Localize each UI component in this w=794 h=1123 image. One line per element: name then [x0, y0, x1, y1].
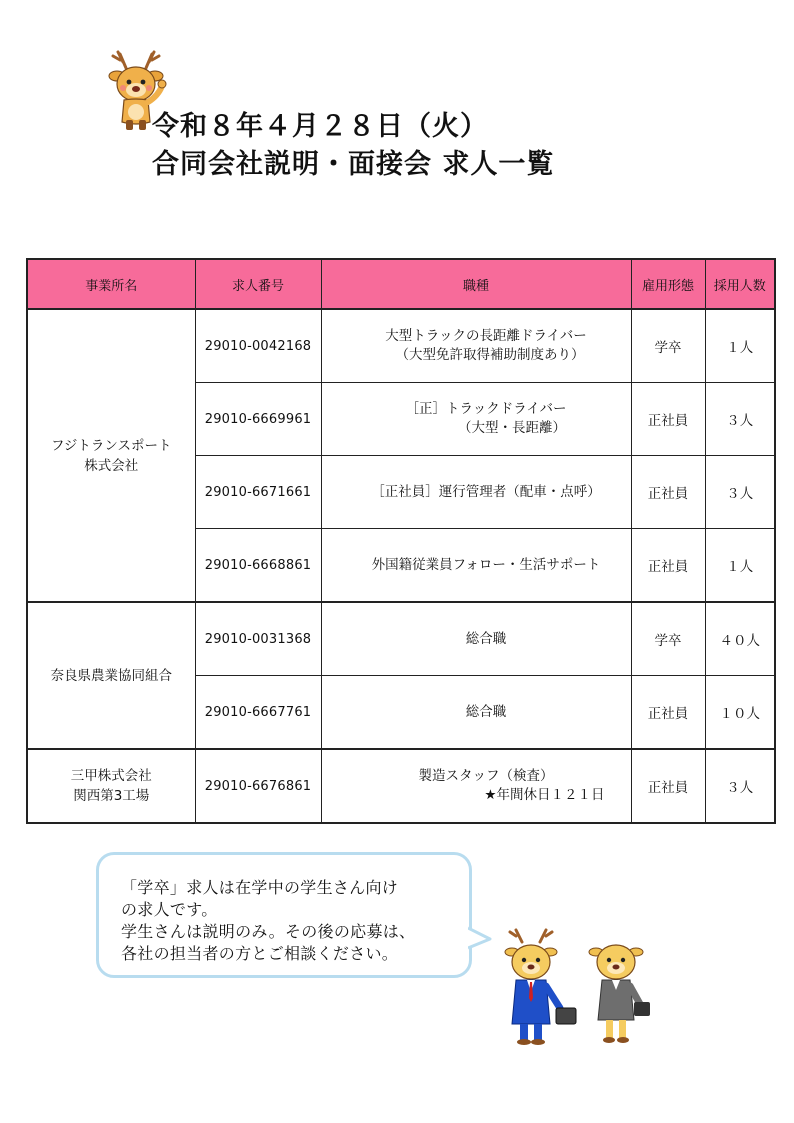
note-line: 学生さんは説明のみ。その後の応募は、 [121, 922, 416, 941]
table-row [27, 602, 775, 676]
hiring-count: ３人 [705, 456, 775, 529]
header-job-number: 求人番号 [195, 259, 321, 309]
job-title: 外国籍従業員フォロー・生活サポート [321, 529, 631, 603]
deer-mascots-business-suits-icon [500, 928, 660, 1052]
company-group [27, 602, 775, 749]
hiring-count: ４０人 [705, 602, 775, 676]
table-header-row [27, 259, 775, 309]
note-line: の求人です。 [121, 900, 218, 919]
employment-type: 正社員 [631, 383, 705, 456]
title-event: 合同会社説明・面接会 求人一覧 [152, 149, 555, 180]
job-number: 29010-6669961 [195, 383, 321, 456]
header-job-title: 職種 [321, 259, 631, 309]
bubble-tail-icon [468, 926, 494, 952]
job-number: 29010-6676861 [195, 749, 321, 823]
company-group [27, 309, 775, 602]
job-number: 29010-0042168 [195, 309, 321, 383]
job-title: 総合職 [321, 602, 631, 676]
job-number: 29010-6671661 [195, 456, 321, 529]
company-name: 奈良県農業協同組合 [27, 602, 195, 749]
header-hiring-count: 採用人数 [705, 259, 775, 309]
note-speech-bubble [96, 852, 472, 978]
job-number: 29010-6667761 [195, 676, 321, 750]
header-company: 事業所名 [27, 259, 195, 309]
job-title: 大型トラックの長距離ドライバー （大型免許取得補助制度あり） [321, 309, 631, 383]
job-number: 29010-0031368 [195, 602, 321, 676]
hiring-count: １人 [705, 529, 775, 603]
employment-type: 正社員 [631, 676, 705, 750]
hiring-count: ３人 [705, 749, 775, 823]
job-listing-table [26, 258, 776, 824]
job-title: ［正社員］運行管理者（配車・点呼） [321, 456, 631, 529]
header-employment-type: 雇用形態 [631, 259, 705, 309]
company-name: フジトランスポート 株式会社 [27, 309, 195, 602]
job-number: 29010-6668861 [195, 529, 321, 603]
employment-type: 正社員 [631, 749, 705, 823]
note-line: 「学卒」求人は在学中の学生さん向け [121, 878, 399, 897]
job-title: 総合職 [321, 676, 631, 750]
employment-type: 学卒 [631, 602, 705, 676]
note-line: 各社の担当者の方とご相談ください。 [121, 944, 399, 963]
hiring-count: ３人 [705, 383, 775, 456]
job-title: 製造スタッフ（検査） ★年間休日１２１日 [321, 749, 631, 823]
title-date: 令和８年４月２８日（火） [152, 111, 488, 142]
employment-type: 学卒 [631, 309, 705, 383]
hiring-count: １０人 [705, 676, 775, 750]
job-title: ［正］トラックドライバー （大型・長距離） [321, 383, 631, 456]
company-name: 三甲株式会社 関西第3工場 [27, 749, 195, 823]
table-row [27, 749, 775, 823]
hiring-count: １人 [705, 309, 775, 383]
table-row [27, 309, 775, 383]
company-group [27, 749, 775, 823]
employment-type: 正社員 [631, 456, 705, 529]
page-title [152, 108, 554, 184]
employment-type: 正社員 [631, 529, 705, 603]
